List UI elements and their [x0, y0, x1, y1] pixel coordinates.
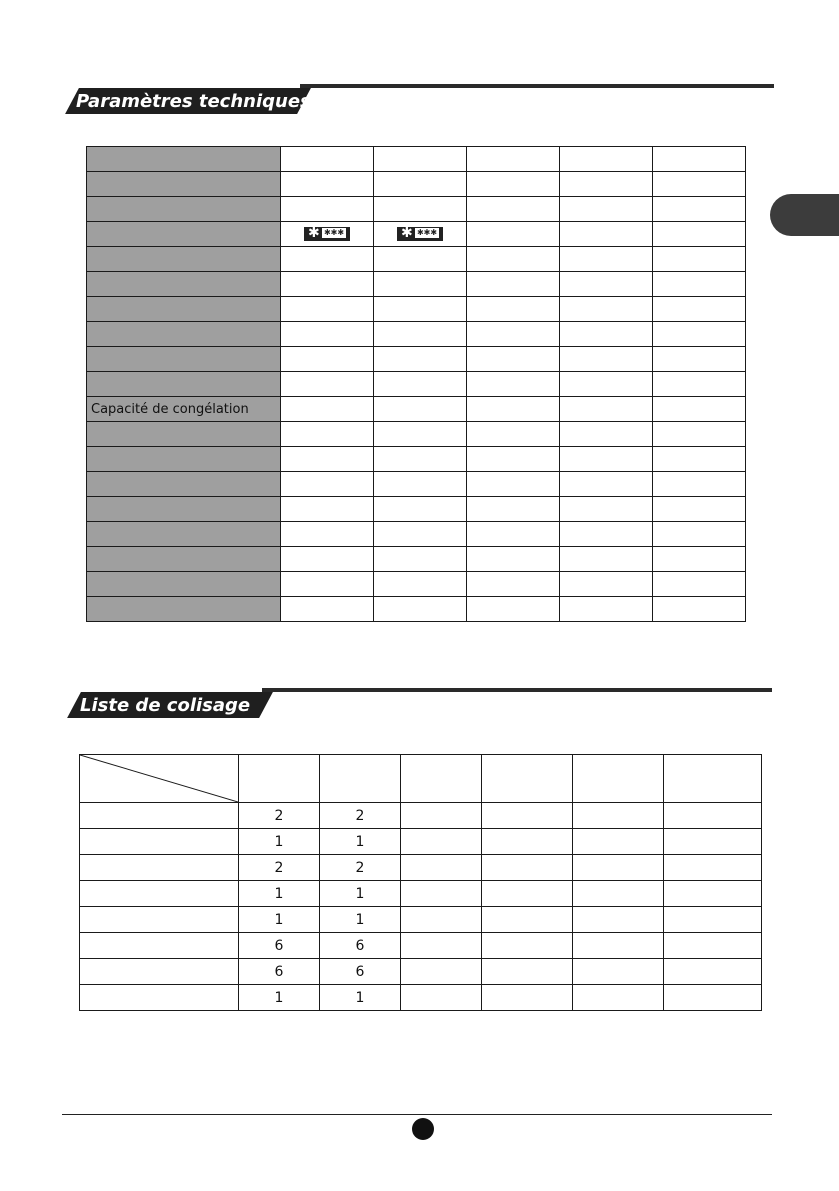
table-row [87, 547, 746, 572]
table-row [87, 572, 746, 597]
table-row [87, 172, 746, 197]
table-row [87, 272, 746, 297]
table-row [87, 347, 746, 372]
table-row [87, 472, 746, 497]
table-row [87, 197, 746, 222]
table-row-star-rating [87, 222, 746, 247]
table-row: 1 1 [80, 881, 762, 907]
freezer-star-rating-icon: ✱ ✱✱✱ [397, 227, 443, 241]
table-row-freezing-capacity [87, 397, 746, 422]
table-header-row [80, 755, 762, 803]
table-row: 1 1 [80, 829, 762, 855]
chapter-tab [770, 194, 839, 236]
table-row [87, 297, 746, 322]
freezing-capacity-label: Capacité de congélation [87, 397, 281, 422]
technical-parameters-table [86, 146, 746, 622]
section-title-packing: Liste de colisage [80, 695, 251, 716]
diagonal-header-cell [80, 755, 239, 803]
table-row: 2 2 [80, 803, 762, 829]
table-row: 6 6 [80, 933, 762, 959]
section-rule-packing [262, 688, 772, 692]
table-row: 2 2 [80, 855, 762, 881]
table-row [87, 522, 746, 547]
page-number-dot [412, 1118, 434, 1140]
section-title-technical: Paramètres techniques [76, 91, 311, 112]
table-row [87, 597, 746, 622]
table-row: 6 6 [80, 959, 762, 985]
table-row [87, 422, 746, 447]
table-row [87, 247, 746, 272]
table-row: 1 1 [80, 985, 762, 1011]
table-row [87, 322, 746, 347]
diagonal-line [80, 755, 238, 802]
packing-list-table [79, 754, 762, 1011]
section-rule-technical [300, 84, 774, 88]
table-row [87, 372, 746, 397]
footer-rule [62, 1114, 772, 1115]
freezer-star-rating-icon: ✱ ✱✱✱ [304, 227, 350, 241]
table-row [87, 497, 746, 522]
table-row: 1 1 [80, 907, 762, 933]
table-row [87, 147, 746, 172]
table-row [87, 447, 746, 472]
